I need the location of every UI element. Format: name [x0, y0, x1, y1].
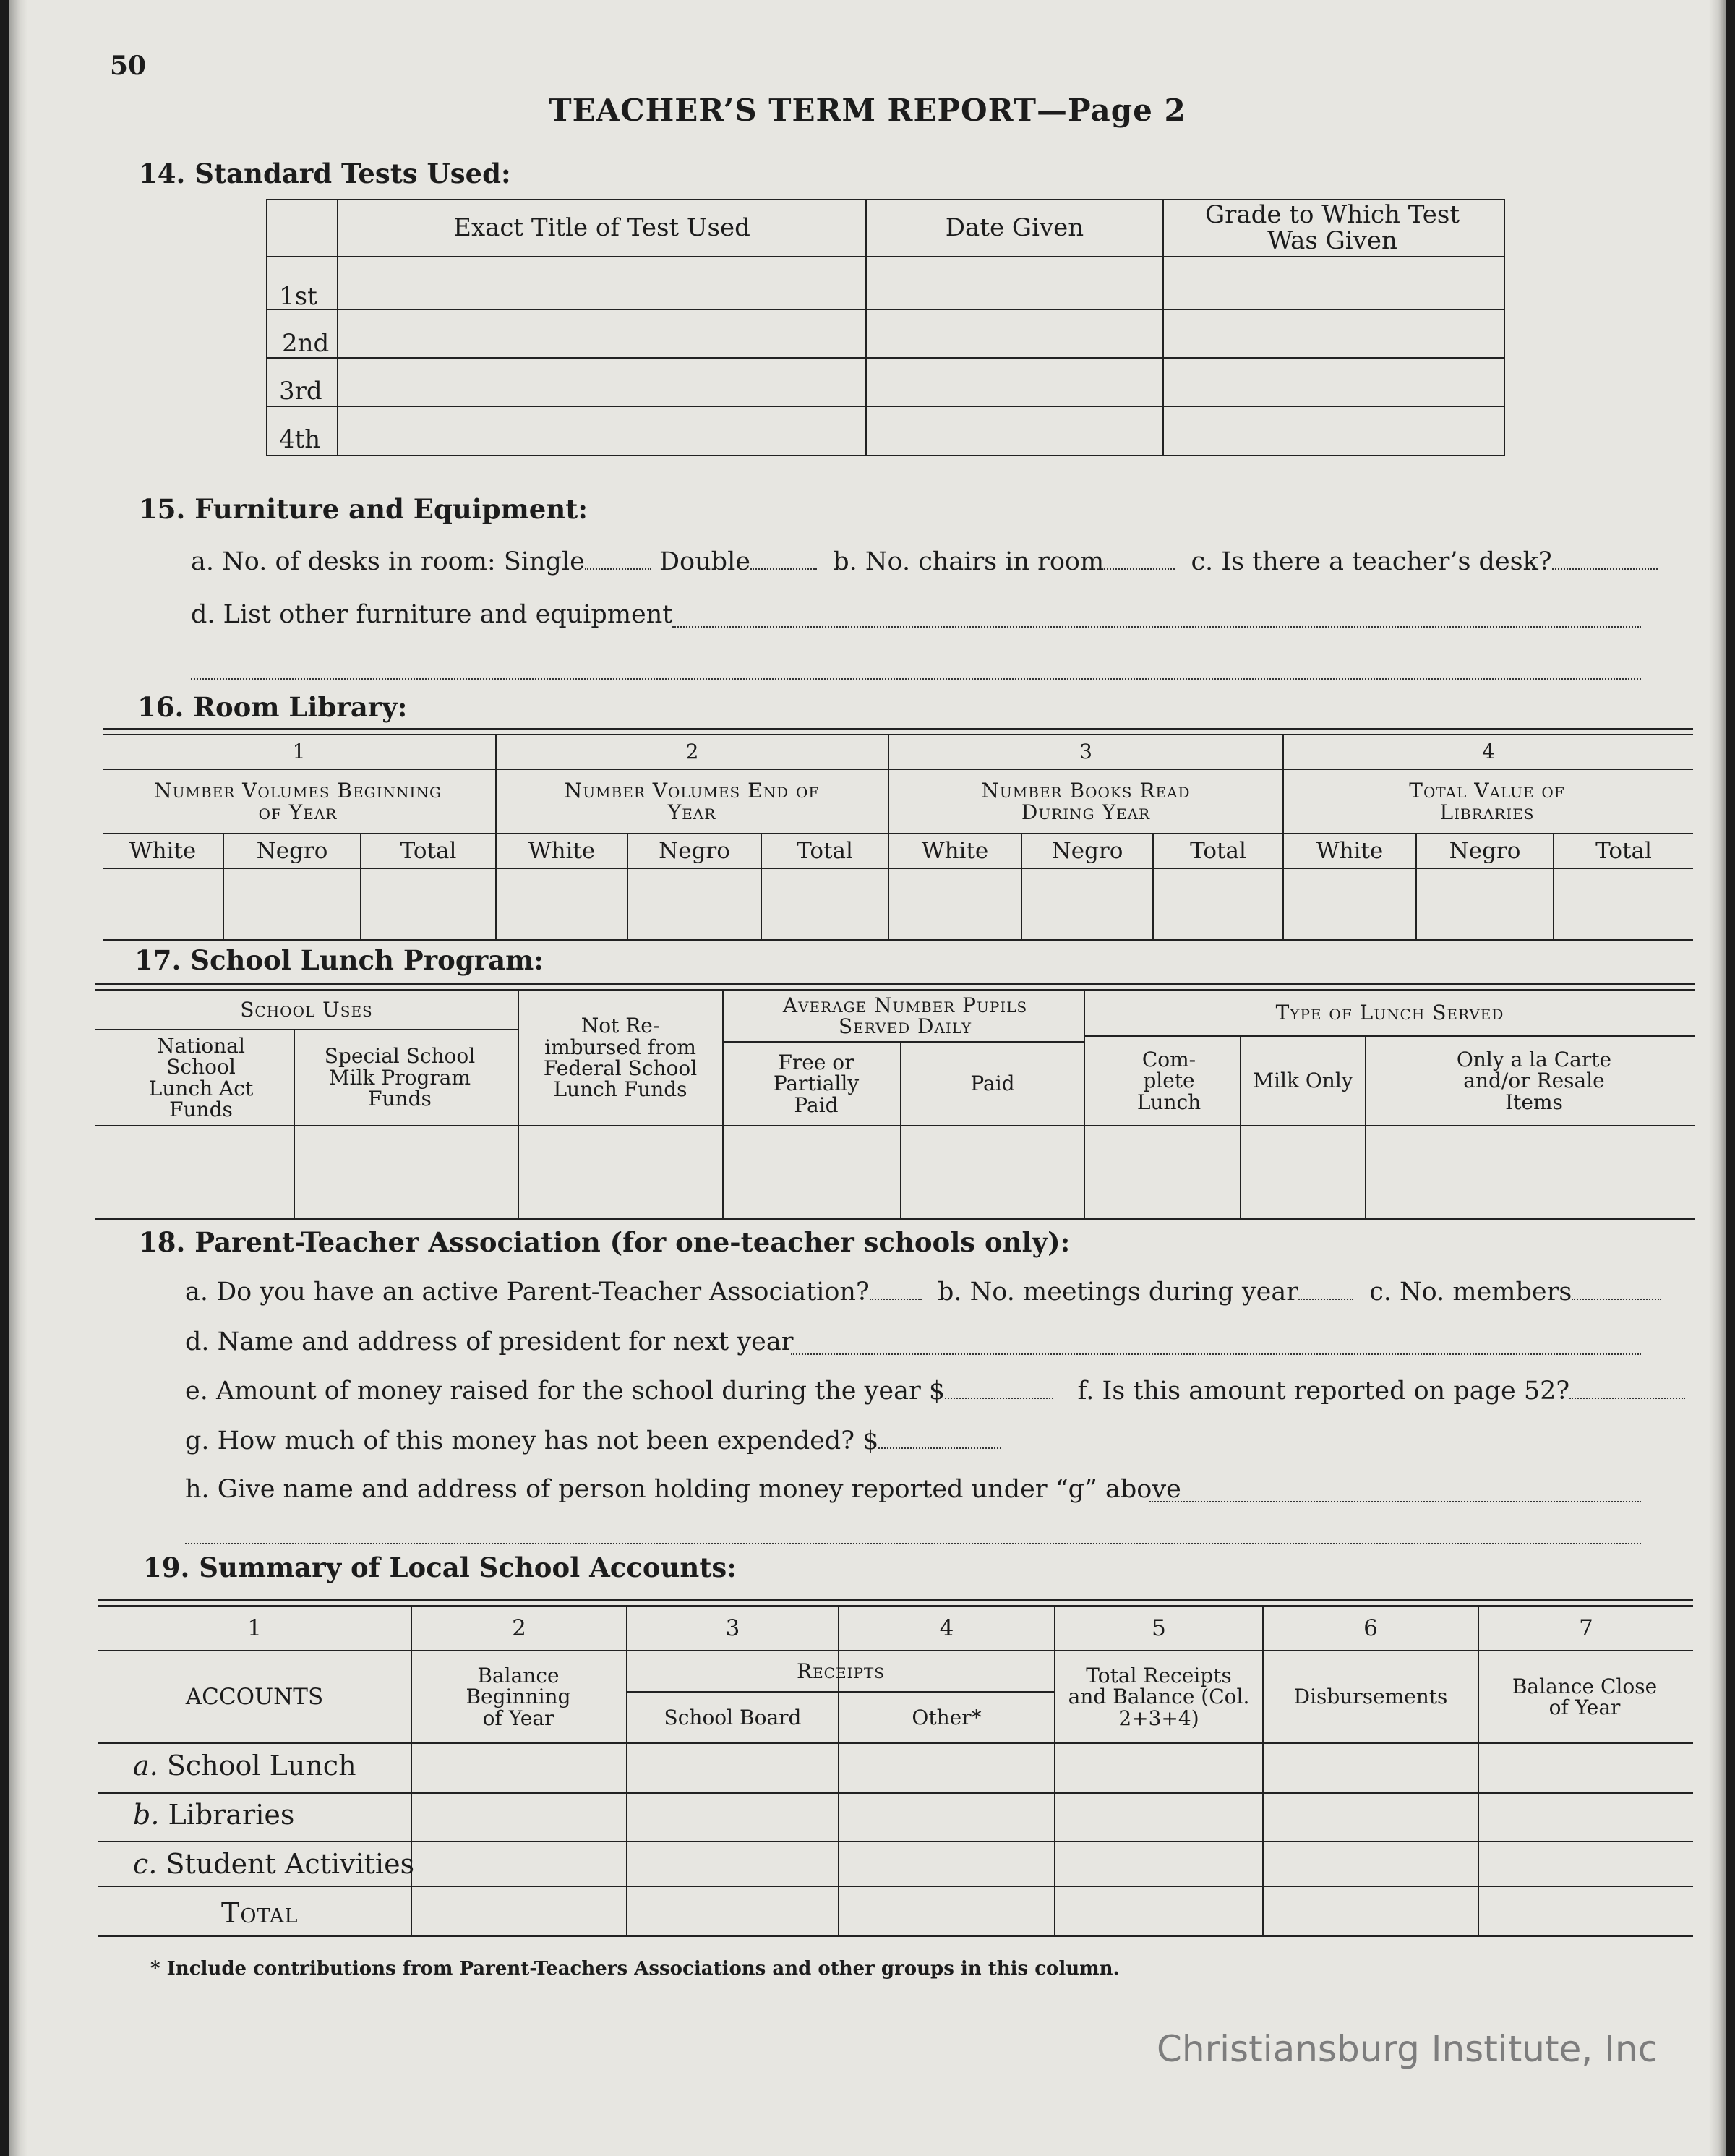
section-18-heading: 18. Parent-Teacher Association (for one-teacher schools only):	[139, 1226, 1071, 1258]
library-col-num-4: 4	[1482, 740, 1495, 764]
library-group-books-read: Number Books Read During Year	[981, 779, 1191, 824]
money-holder-blank-2[interactable]	[185, 1543, 1641, 1544]
average-pupils-header: Average Number Pupils Served Daily	[782, 993, 1028, 1038]
money-holder-label: h. Give name and address of person holding money reported under “g” above	[185, 1475, 1181, 1504]
page-left-edge	[9, 0, 27, 2156]
desks-double-blank[interactable]	[750, 568, 817, 570]
library-group-volumes-begin: Number Volumes Beginning of Year	[154, 779, 442, 824]
money-raised-label: e. Amount of money raised for the school during the year $	[185, 1377, 946, 1406]
accounts-col-num-3: 3	[725, 1614, 740, 1641]
pta-members-label: c. No. members	[1369, 1278, 1572, 1306]
desks-single-label: a. No. of desks in room: Single	[191, 547, 585, 576]
receipts-header: Receipts	[797, 1659, 885, 1683]
row-label-4th: 4th	[279, 425, 321, 454]
desks-single-blank[interactable]	[585, 568, 651, 570]
library-col-num-3: 3	[1079, 740, 1092, 764]
library-sub-white-3: White	[921, 837, 989, 864]
pta-meetings-label: b. No. meetings during year	[938, 1278, 1298, 1306]
president-label: d. Name and address of president for next year	[185, 1327, 794, 1356]
col-header-date-given: Date Given	[945, 213, 1084, 242]
section-17-heading: 17. School Lunch Program:	[134, 944, 544, 976]
a-la-carte-header: Only a la Carte and/or Resale Items	[1456, 1047, 1612, 1114]
page-title: TEACHER’S TERM REPORT—Page 2	[549, 93, 1186, 128]
accounts-col-num-4: 4	[939, 1614, 954, 1641]
library-group-total-value: Total Value of Libraries	[1409, 779, 1565, 824]
reported-page-52-blank[interactable]	[1569, 1397, 1685, 1399]
library-sub-white-4: White	[1316, 837, 1384, 864]
account-row-school-lunch	[133, 1750, 356, 1781]
row-label-total: Total	[221, 1897, 299, 1929]
other-furniture-label: d. List other furniture and equipment	[191, 600, 673, 629]
national-lunch-funds-header: National School Lunch Act Funds	[148, 1033, 254, 1121]
pta-meetings-blank[interactable]	[1298, 1298, 1353, 1300]
library-sub-negro-2: Negro	[659, 837, 730, 864]
row-label-2nd: 2nd	[282, 329, 330, 358]
accounts-col-num-2: 2	[512, 1614, 526, 1641]
money-holder-blank-1[interactable]	[1149, 1501, 1641, 1502]
accounts-col-num-7: 7	[1579, 1614, 1593, 1641]
account-row-student-activities	[133, 1848, 414, 1880]
teacher-desk-label: c. Is there a teacher’s desk?	[1191, 547, 1552, 576]
complete-lunch-header: Com- plete Lunch	[1136, 1047, 1201, 1114]
not-expended-label: g. How much of this money has not been expended? $	[185, 1426, 879, 1455]
total-receipts-header: Total Receipts and Balance (Col. 2+3+4)	[1068, 1663, 1250, 1730]
watermark: Christiansburg Institute, Inc	[1157, 2028, 1658, 2070]
library-sub-negro-3: Negro	[1051, 837, 1123, 864]
library-sub-white-2: White	[528, 837, 596, 864]
balance-close-header: Balance Close of Year	[1512, 1674, 1658, 1719]
accounts-col-num-5: 5	[1152, 1614, 1166, 1641]
free-or-partial-header: Free or Partially Paid	[773, 1050, 860, 1117]
disbursements-header: Disbursements	[1293, 1685, 1448, 1709]
section-16-heading: 16. Room Library:	[137, 691, 408, 723]
footnote: * Include contributions from Parent-Teachers Associations and other groups in this column.	[150, 1958, 1120, 1980]
milk-only-header: Milk Only	[1253, 1069, 1353, 1093]
furniture-line-a	[191, 547, 1658, 576]
type-of-lunch-header: Type of Lunch Served	[1275, 1001, 1504, 1025]
library-sub-negro-4: Negro	[1449, 837, 1521, 864]
school-uses-header: School Uses	[240, 997, 373, 1022]
page-number: 50	[110, 51, 147, 81]
library-sub-total-3: Total	[1190, 837, 1246, 864]
library-group-volumes-end: Number Volumes End of Year	[564, 779, 820, 824]
balance-beginning-header: Balance Beginning of Year	[466, 1663, 571, 1730]
form-page	[9, 0, 1726, 2156]
section-15-heading: 15. Furniture and Equipment:	[139, 493, 588, 525]
pta-line-a	[185, 1278, 1661, 1306]
accounts-col-num-1: 1	[247, 1614, 262, 1641]
not-expended-blank[interactable]	[878, 1447, 1001, 1449]
library-sub-total-1: Total	[400, 837, 457, 864]
school-board-header: School Board	[664, 1705, 802, 1729]
chairs-blank[interactable]	[1104, 568, 1175, 570]
row-letter-c: c.	[133, 1848, 158, 1880]
account-row-libraries	[133, 1799, 294, 1831]
library-sub-negro-1: Negro	[256, 837, 328, 864]
accounts-header: ACCOUNTS	[185, 1683, 324, 1710]
row-label-libraries: Libraries	[168, 1799, 295, 1831]
other-header: Other*	[912, 1705, 982, 1729]
teacher-desk-blank[interactable]	[1552, 568, 1658, 570]
special-milk-funds-header: Special School Milk Program Funds	[324, 1044, 476, 1111]
president-blank[interactable]	[791, 1353, 1641, 1355]
library-col-num-1: 1	[292, 740, 306, 764]
pta-active-blank[interactable]	[870, 1298, 922, 1300]
library-sub-white-1: White	[129, 837, 197, 864]
section-14-heading: 14. Standard Tests Used:	[139, 158, 511, 189]
row-label-1st: 1st	[279, 282, 317, 311]
other-furniture-blank-2[interactable]	[191, 678, 1641, 680]
section-19-heading: 19. Summary of Local School Accounts:	[143, 1552, 737, 1583]
reported-page-52-label: f. Is this amount reported on page 52?	[1077, 1377, 1570, 1406]
money-raised-blank[interactable]	[945, 1397, 1053, 1399]
pta-members-blank[interactable]	[1572, 1298, 1661, 1300]
col-header-grade: Grade to Which Test Was Given	[1204, 200, 1460, 255]
desks-double-label: Double	[659, 547, 750, 576]
pta-active-label: a. Do you have an active Parent-Teacher Association?	[185, 1278, 870, 1306]
accounts-col-num-6: 6	[1363, 1614, 1378, 1641]
row-label-student-activities: Student Activities	[166, 1848, 415, 1880]
row-label-3rd: 3rd	[279, 377, 322, 406]
col-header-test-title: Exact Title of Test Used	[453, 213, 750, 242]
library-sub-total-4: Total	[1595, 837, 1652, 864]
other-furniture-blank-1[interactable]	[672, 626, 1641, 628]
not-reimbursed-header: Not Re- imbursed from Federal School Lunch Funds	[543, 1014, 698, 1102]
pta-line-g	[185, 1426, 1001, 1455]
row-letter-b: b.	[133, 1799, 160, 1831]
row-label-school-lunch: School Lunch	[166, 1750, 356, 1781]
paid-header: Paid	[970, 1071, 1015, 1096]
library-col-num-2: 2	[685, 740, 699, 764]
chairs-label: b. No. chairs in room	[833, 547, 1105, 576]
page-right-edge	[1709, 0, 1726, 2156]
pta-line-e	[185, 1377, 1685, 1406]
library-sub-total-2: Total	[797, 837, 853, 864]
row-letter-a: a.	[133, 1750, 158, 1781]
